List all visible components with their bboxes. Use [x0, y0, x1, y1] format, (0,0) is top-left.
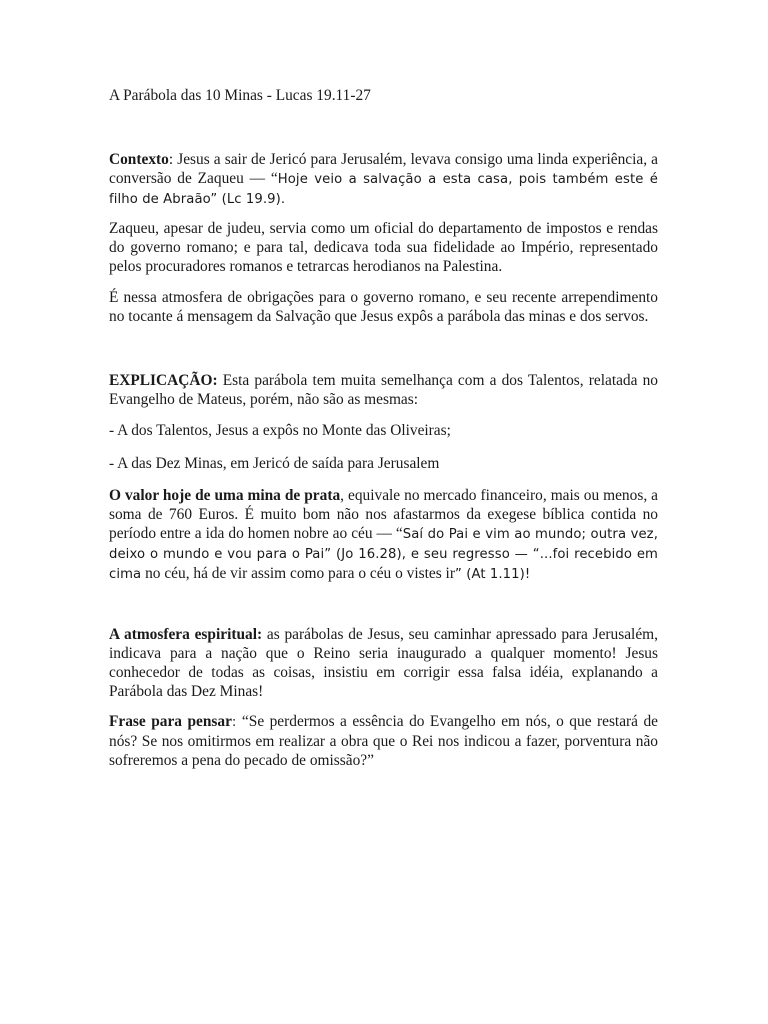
paragraph-atmosfera-obrigacoes: É nessa atmosfera de obrigações para o governo romano, e seu recente arrependimento no tocante á mensagem da Salvação que Jesus expôs a parábola das minas e dos servos. [109, 289, 658, 325]
paragraph-atmosfera-espiritual [109, 625, 658, 701]
contexto-label: Contexto [109, 151, 169, 168]
paragraph-frase-para-pensar [109, 712, 658, 770]
list-item-talentos: - A dos Talentos, Jesus a expôs no Monte das Oliveiras; [109, 422, 451, 439]
valor-text-2: no céu, há de vir assim como para o céu o vistes ir [141, 565, 455, 582]
explicacao-text: Esta parábola tem muita semelhança com a dos Talentos, relatada no Evangelho de Mateus, porém, não são as mesmas: [109, 372, 658, 408]
paragraph-valor-mina [109, 486, 658, 584]
valor-reference-1: ” (Jo 16.28), e seu regresso — “ [324, 547, 540, 562]
frase-colon: : [231, 715, 237, 730]
explicacao-label: EXPLICAÇÃO: [109, 372, 218, 389]
valor-text-1: , equivale no mercado financeiro, mais ou menos, a soma de 760 Euros. É muito bom não nos afastarmos da exegese bíblica contida no período entre a ida do homen nobre ao céu — “ [109, 487, 658, 542]
list-item-dez-minas: - A das Dez Minas, em Jericó de saída para Jerusalem [109, 455, 440, 472]
valor-quote-2: ...foi recebido em cima [109, 547, 658, 582]
contexto-quote: Hoje veio a salvação a esta casa, pois também este é filho de Abraão [109, 172, 658, 207]
paragraph-zaqueu: Zaqueu, apesar de judeu, servia como um oficial do departamento de impostos e rendas do governo romano; e para tal, dedicava toda sua fidelidade ao Império, representado pelos procuradores romanos e tetrarcas herodianos na Palestina. [109, 220, 658, 275]
frase-label: Frase para pensar [109, 713, 232, 730]
contexto-reference: ” (Lc 19.9). [210, 192, 286, 207]
valor-reference-2: ” (At 1.11)! [454, 567, 531, 582]
valor-label: O valor hoje de uma mina de prata [109, 487, 341, 504]
paragraph-explicacao [109, 371, 658, 409]
atmosfera-espiritual-text: as parábolas de Jesus, seu caminhar apressado para Jerusalém, indicava para a nação que o Reino seria inaugurado a qualquer momento! Jesus conhecedor de todas as coisas, insistiu em corrigir essa falsa idéia, explanando a Parábola das Dez Minas! [109, 626, 658, 700]
document-title: A Parábola das 10 Minas - Lucas 19.11-27 [109, 87, 371, 104]
contexto-text: : Jesus a sair de Jericó para Jerusalém, levava consigo uma linda experiência, a conversão de Zaqueu — “ [109, 151, 658, 187]
valor-quote-1: Saí do Pai e vim ao mundo; outra vez, deixo o mundo e vou para o Pai [109, 527, 658, 562]
frase-text: “Se perdermos a essência do Evangelho em nós, o que restará de nós? Se nos omitirmos em realizar a obra que o Rei nos indicou a fazer, porventura não sofreremos a pena do pecado de omissão?” [109, 713, 658, 769]
atmosfera-espiritual-label: A atmosfera espiritual: [109, 626, 263, 643]
paragraph-contexto [109, 150, 658, 209]
